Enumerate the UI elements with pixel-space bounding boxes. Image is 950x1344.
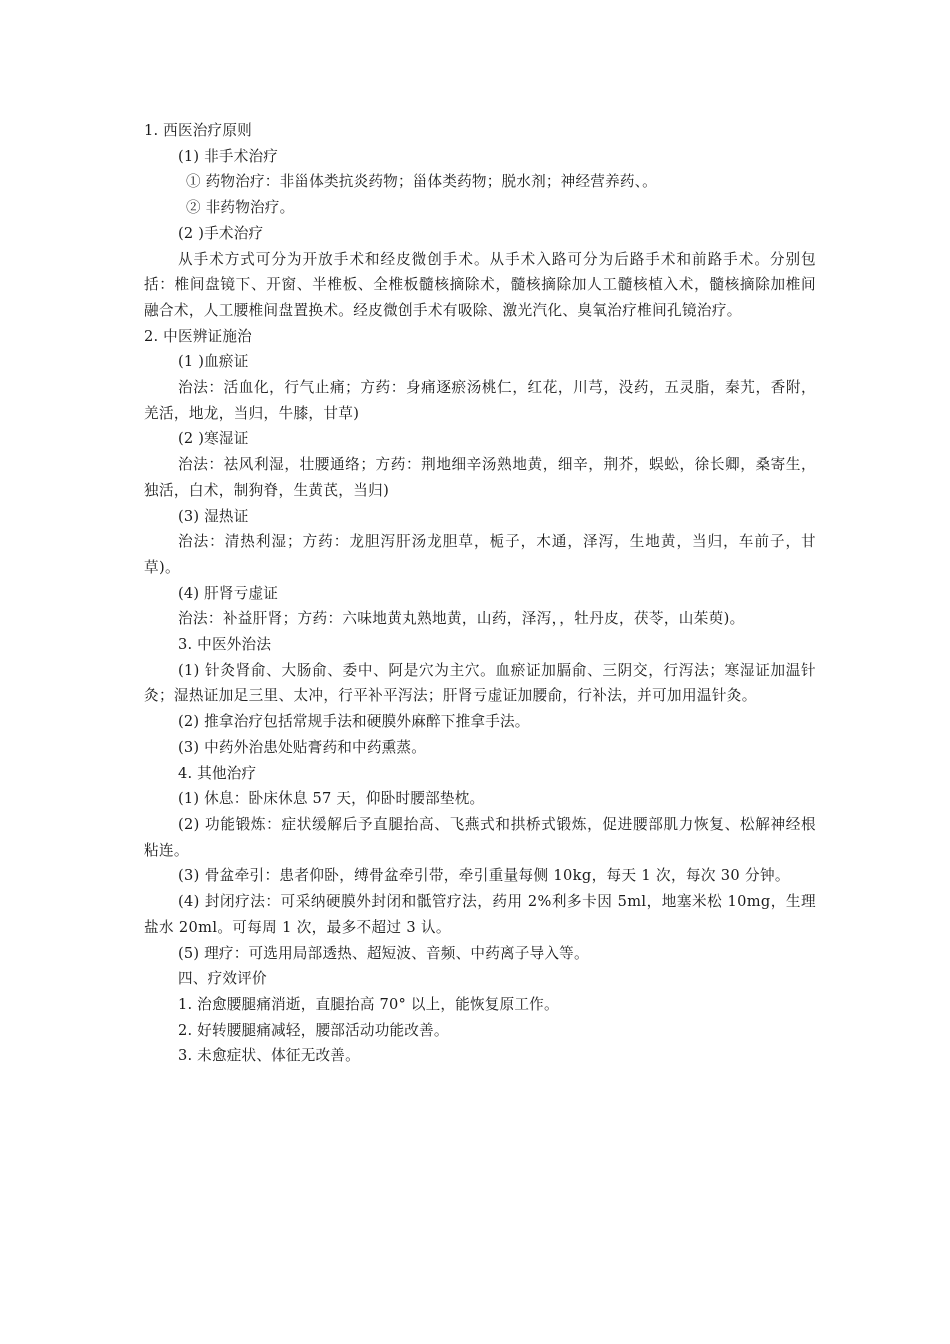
document-body — [144, 118, 816, 1069]
list-item-non-drug-therapy: ② 非药物治疗。 — [186, 199, 295, 217]
section-heading-evaluation: 四、疗效评价 — [178, 970, 267, 988]
section-heading-tcm-external: 3. 中医外治法 — [178, 636, 272, 654]
subheading-blood-stasis: (1 )血瘀证 — [178, 353, 249, 371]
paragraph-exercise: (2) 功能锻炼：症状缓解后予直腿抬高、飞燕式和拱桥式锻炼，促进腰部肌力恢复、松解神经根粘连。 — [144, 815, 816, 859]
paragraph-damp-heat-treatment: 治法：清热利湿；方药：龙胆泻肝汤龙胆草，栀子，木通，泽泻，生地黄，当归，车前子，甘草)。 — [144, 533, 816, 576]
evaluation-improved: 2. 好转腰腿痛减轻，腰部活动功能改善。 — [178, 1021, 449, 1039]
list-item-drug-therapy: ① 药物治疗：非甾体类抗炎药物；甾体类药物；脱水剂；神经营养药、。 — [186, 173, 657, 191]
subheading-liver-kidney: (4) 肝肾亏虚证 — [178, 584, 279, 602]
paragraph-physiotherapy: (5) 理疗：可选用局部透热、超短波、音频、中药离子导入等。 — [178, 944, 589, 962]
section-heading-other-treatment: 4. 其他治疗 — [178, 764, 257, 782]
paragraph-massage: (2) 推拿治疗包括常规手法和硬膜外麻醉下推拿手法。 — [178, 713, 530, 731]
paragraph-blood-stasis-treatment: 治法：活血化，行气止痛；方药：身痛逐瘀汤桃仁，红花，川芎，没药，五灵脂，秦艽，香附，羌活，地龙，当归，牛膝，甘草) — [144, 379, 816, 422]
section-heading-western-medicine: 1. 西医治疗原则 — [144, 122, 252, 139]
paragraph-block-therapy: (4) 封闭疗法：可采纳硬膜外封闭和骶管疗法，药用 2%利多卡因 5ml，地塞米松 10mg，生理盐水 20ml。可每周 1 次，最多不超过 3 认。 — [144, 893, 816, 936]
paragraph-cold-damp-treatment: 治法：祛风利湿，壮腰通络；方药：荆地细辛汤熟地黄，细辛，荆芥，蜈蚣，徐长卿，桑寄生，独活，白术，制狗脊，生黄芪，当归) — [144, 456, 816, 499]
paragraph-external-herbs: (3) 中药外治患处贴膏药和中药熏蒸。 — [178, 738, 427, 756]
evaluation-cured: 1. 治愈腰腿痛消逝，直腿抬高 70° 以上，能恢复原工作。 — [178, 995, 559, 1013]
paragraph-liver-kidney-treatment: 治法：补益肝肾；方药：六味地黄丸熟地黄，山药，泽泻，，牡丹皮，茯苓，山茱萸)。 — [178, 610, 745, 628]
subheading-damp-heat: (3) 湿热证 — [178, 507, 249, 525]
subheading-surgical: (2 )手术治疗 — [178, 224, 264, 242]
paragraph-traction: (3) 骨盆牵引：患者仰卧，缚骨盆牵引带，牵引重量每侧 10kg，每天 1 次，每次 30 分钟。 — [178, 867, 790, 885]
section-heading-tcm-syndrome: 2. 中医辨证施治 — [144, 327, 252, 345]
paragraph-surgical-methods: 从手术方式可分为开放手术和经皮微创手术。从手术入路可分为后路手术和前路手术。分别包括：椎间盘镜下、开窗、半椎板、全椎板髓核摘除术，髓核摘除加人工髓核植入术，髓核摘除加椎间融合术，人工腰椎间盘置换术。经皮微创手术有吸除、激光汽化、臭氧治疗椎间孔镜治疗。 — [144, 250, 816, 319]
paragraph-acupuncture: (1) 针灸肾俞、大肠俞、委中、阿是穴为主穴。血瘀证加膈俞、三阴交，行泻法；寒湿证加温针灸；湿热证加足三里、太冲，行平补平泻法；肝肾亏虚证加腰俞，行补法，并可加用温针灸。 — [144, 661, 816, 705]
paragraph-rest: (1) 休息：卧床休息 57 天，仰卧时腰部垫枕。 — [178, 790, 485, 808]
subheading-non-surgical: (1) 非手术治疗 — [178, 147, 279, 165]
subheading-cold-damp: (2 )寒湿证 — [178, 430, 249, 448]
evaluation-not-cured: 3. 未愈症状、体征无改善。 — [178, 1047, 360, 1065]
